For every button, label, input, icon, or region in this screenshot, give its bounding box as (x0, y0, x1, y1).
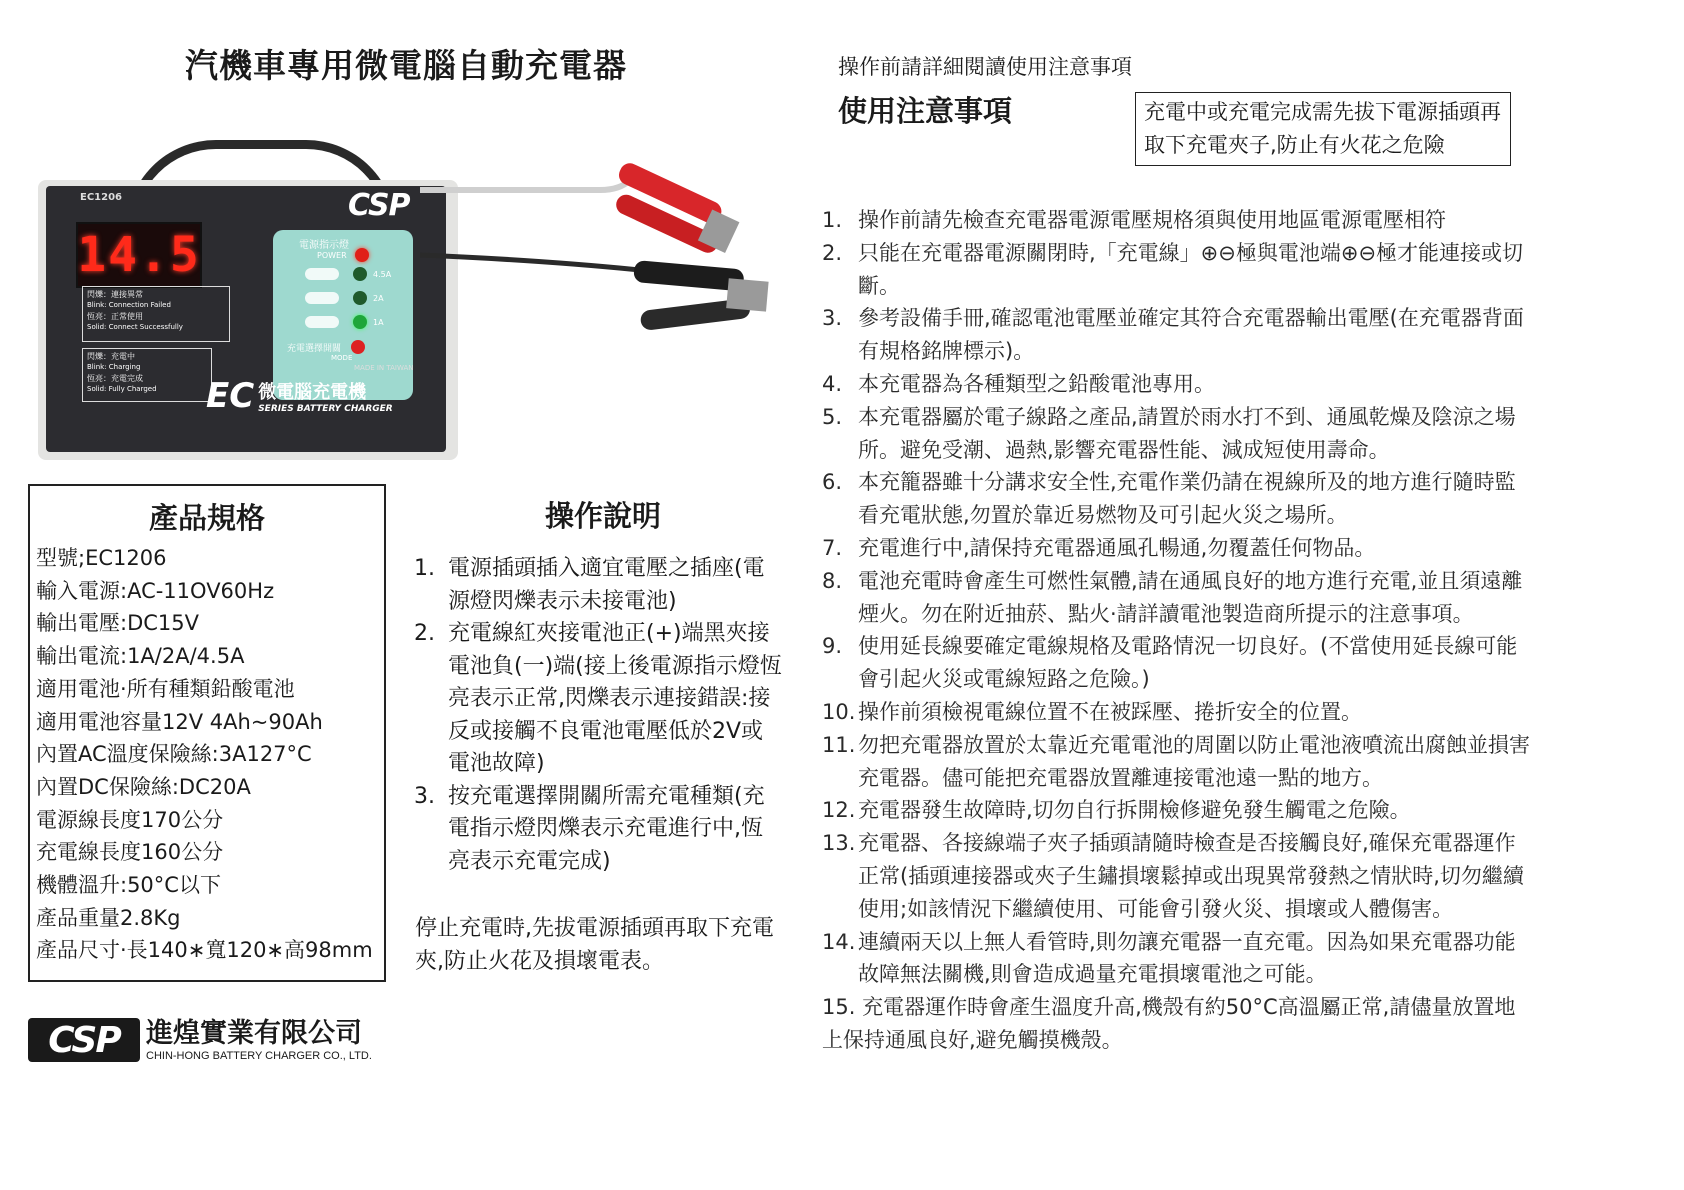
ec-logo-cn: 微電腦充電機 (258, 382, 367, 403)
note-text: 操作前須檢視電線位置不在被踩壓、捲折安全的位置。 (858, 699, 1362, 724)
charger-model-tag: EC1206 (80, 192, 123, 203)
operation-step (414, 781, 784, 879)
ec-logo-en: SERIES BATTERY CHARGER (258, 404, 393, 414)
step-text: 充電線紅夾接電池正(+)端黑夾接電池負(一)端(接上後電源指示燈恆亮表示正常,閃爍表示連接錯誤:接反或接觸不良電池電壓低於2V或電池故障) (448, 621, 782, 776)
note-item (822, 466, 1532, 532)
note-item (822, 696, 1532, 729)
spec-item: 電源線長度170公分 (36, 807, 224, 832)
charging-clamps-icon (420, 150, 800, 370)
page-title: 汽機車專用微電腦自動充電器 (185, 46, 627, 85)
mode-button-icon (351, 340, 365, 354)
led-1a-icon (353, 315, 367, 329)
legend-line: Solid: Connect Successfully (87, 323, 183, 331)
charging-legend (82, 348, 212, 402)
note-number: 5. (822, 404, 843, 429)
note-text: 充電器、各接線端子夾子插頭請隨時檢查是否接觸良好,確保充電器運作正常(插頭連接器或夾子生鏽損壞鬆掉或出現異常發熱之情狀時,切勿繼續使用;如該情況下繼續使用、可能會引發火災、損壞或人體傷害。 (858, 831, 1524, 921)
note-item (822, 368, 1532, 401)
spec-item: 產品尺寸·長140∗寬120∗高98mm (36, 938, 373, 963)
csp-logo-mark: CSP (28, 1018, 140, 1062)
note-text: 操作前請先檢查充電器電源電壓規格須與使用地區電源電壓相符 (858, 208, 1446, 232)
note-number: 6. (822, 470, 843, 495)
company-logo (28, 1018, 372, 1062)
note-item (822, 827, 1532, 925)
voltage-display (76, 222, 202, 288)
note-text: 連續兩天以上無人看管時,則勿讓充電器一直充電。因為如果充電器功能故障無法關機,則會造成過量充電損壞電池之可能。 (858, 929, 1516, 987)
note-number: 1. (822, 208, 843, 232)
note-item (822, 302, 1532, 368)
note-number: 9. (822, 634, 843, 659)
spec-item: 產品重量2.8Kg (36, 905, 181, 930)
led-4-5a-icon (353, 267, 367, 281)
note-number: 15. (822, 995, 856, 1020)
note-number: 14. (822, 929, 856, 954)
note-number: 4. (822, 371, 843, 396)
led-row-2a (305, 286, 407, 310)
spec-item: 型號;EC1206 (36, 546, 167, 570)
note-item (822, 532, 1532, 565)
spec-item: 適用電池·所有種類鉛酸電池 (36, 676, 295, 701)
step-text: 按充電選擇開關所需充電種類(充電指示燈閃爍表示充電進行中,恆亮表示充電完成) (448, 783, 765, 874)
note-text: 本充電器屬於電子線路之產品,請置於雨水打不到、通風乾燥及陰涼之場所。避免受潮、過熱,影響充電器性能、減成短使用壽命。 (858, 404, 1516, 462)
amp-label: 1A (373, 317, 384, 327)
step-number: 2. (414, 621, 435, 646)
note-text: 充電器運作時會產生溫度升高,機殼有約50°C高溫屬正常,請儘量放置地上保持通風良好,避免觸摸機殼。 (822, 995, 1516, 1052)
operation-title: 操作說明 (545, 499, 662, 533)
mode-switch-label-en: MODE (331, 354, 353, 362)
company-name-en: CHIN-HONG BATTERY CHARGER CO., LTD. (146, 1050, 372, 1062)
note-text: 只能在充電器電源關閉時,「充電線」⊕⊖極與電池端⊕⊖極才能連接或切斷。 (858, 240, 1524, 298)
warning-box: 充電中或充電完成需先拔下電源插頭再取下充電夾子,防止有火花之危險 (1135, 92, 1511, 166)
note-text: 使用延長線要確定電線規格及電路情況一切良好。(不當使用延長線可能會引起火災或電線短路之危險。) (858, 634, 1518, 692)
amp-label: 2A (373, 293, 384, 303)
note-text: 充電器發生故障時,切勿自行拆開檢修避免發生觸電之危險。 (858, 798, 1411, 823)
company-name-cn: 進煌實業有限公司 (146, 1018, 362, 1049)
legend-line: Solid: Fully Charged (87, 385, 157, 393)
note-item (822, 729, 1532, 795)
note-item (822, 794, 1532, 827)
legend-line: 恆亮：充電完成 (87, 374, 143, 383)
spec-box (28, 484, 386, 982)
note-item (822, 991, 1532, 1057)
note-item (822, 630, 1532, 696)
step-text: 電源插頭插入適宜電壓之插座(電源燈閃爍表示未接電池) (448, 556, 765, 614)
voltage-readout: 14.5 (77, 227, 201, 283)
power-indicator-label-en: POWER (317, 251, 347, 260)
note-number: 2. (822, 240, 843, 265)
spec-item: 輸出電流:1A/2A/4.5A (36, 644, 245, 669)
spec-list (36, 542, 373, 967)
operation-step (414, 618, 784, 781)
power-led-row (341, 248, 407, 262)
amp-label: 4.5A (373, 269, 392, 279)
mode-switch-row (287, 340, 407, 354)
spec-item: 內置DC保險絲:DC20A (36, 774, 251, 799)
note-item (822, 204, 1532, 237)
step-number: 3. (414, 783, 435, 809)
note-item (822, 401, 1532, 467)
led-row-4-5a (305, 262, 407, 286)
ec-logo-mark: EC (206, 376, 255, 416)
motorcycle-icon (305, 292, 339, 304)
operation-steps (414, 553, 784, 878)
note-number: 7. (822, 535, 843, 560)
connection-legend (82, 286, 230, 342)
charger-product-image (38, 140, 458, 460)
spec-item: 內置AC溫度保險絲:3A127°C (36, 742, 312, 767)
power-led-icon (355, 248, 369, 262)
note-text: 參考設備手冊,確認電池電壓並確定其符合充電器輸出電壓(在充電器背面有規格銘牌標示)。 (858, 306, 1524, 364)
note-number: 11. (822, 732, 856, 757)
spec-title: 產品規格 (148, 501, 265, 535)
pre-read-note: 操作前請詳細閱讀使用注意事項 (838, 55, 1132, 79)
note-text: 勿把充電器放置於太靠近充電電池的周圍以防止電池液噴流出腐蝕並損害充電器。儘可能把充電器放置離連接電池遠一點的地方。 (858, 732, 1530, 790)
note-text: 本充電器為各種類型之鉛酸電池專用。 (858, 371, 1215, 396)
scooter-icon (305, 316, 339, 328)
note-item (822, 926, 1532, 992)
legend-line: 閃爍：充電中 (87, 352, 135, 361)
legend-line: 恆亮：正常使用 (87, 312, 143, 321)
spec-item: 機體溫升:50°C以下 (36, 873, 221, 898)
note-number: 8. (822, 568, 843, 593)
charger-brand-logo: CSP (348, 188, 410, 223)
led-row-1a (305, 310, 407, 334)
legend-line: 閃爍：連接異常 (87, 290, 143, 299)
notes-title: 使用注意事項 (838, 94, 1013, 128)
spec-item: 適用電池容量12V 4Ah~90Ah (36, 709, 323, 734)
note-item (822, 237, 1532, 303)
note-text: 電池充電時會產生可燃性氣體,請在通風良好的地方進行充電,並且須遠離煙火。勿在附近抽菸、點火·請詳讀電池製造商所提示的注意事項。 (858, 568, 1523, 626)
note-text: 充電進行中,請保持充電器通風孔暢通,勿覆蓋任何物品。 (858, 535, 1376, 560)
led-2a-icon (353, 291, 367, 305)
stop-charging-note: 停止充電時,先拔電源插頭再取下充電夾,防止火花及損壞電表。 (415, 916, 774, 974)
spec-item: 充電線長度160公分 (36, 840, 224, 865)
mode-switch-label: 充電選擇開關 (287, 343, 342, 354)
power-indicator-label: 電源指示燈 (299, 240, 349, 251)
notes-list (822, 204, 1532, 1057)
operation-step (414, 553, 784, 618)
note-number: 10. (822, 699, 856, 724)
car-icon (305, 268, 339, 280)
note-number: 12. (822, 798, 856, 823)
note-number: 13. (822, 831, 856, 856)
ec-series-logo (206, 376, 393, 416)
led-indicator-panel (273, 230, 413, 400)
note-text: 本充籠器雖十分講求安全性,充電作業仍請在視線所及的地方進行隨時監看充電狀態,勿置於靠近易燃物及可引起火災之場所。 (858, 470, 1516, 528)
legend-line: Blink: Connection Failed (87, 301, 171, 309)
legend-line: Blink: Charging (87, 363, 141, 371)
note-item (822, 565, 1532, 631)
note-number: 3. (822, 306, 843, 331)
made-in-label: MADE IN TAIWAN (354, 364, 414, 372)
spec-item: 輸入電源:AC-11OV60Hz (36, 578, 275, 603)
step-number: 1. (414, 556, 435, 581)
spec-item: 輸出電壓:DC15V (36, 611, 199, 636)
